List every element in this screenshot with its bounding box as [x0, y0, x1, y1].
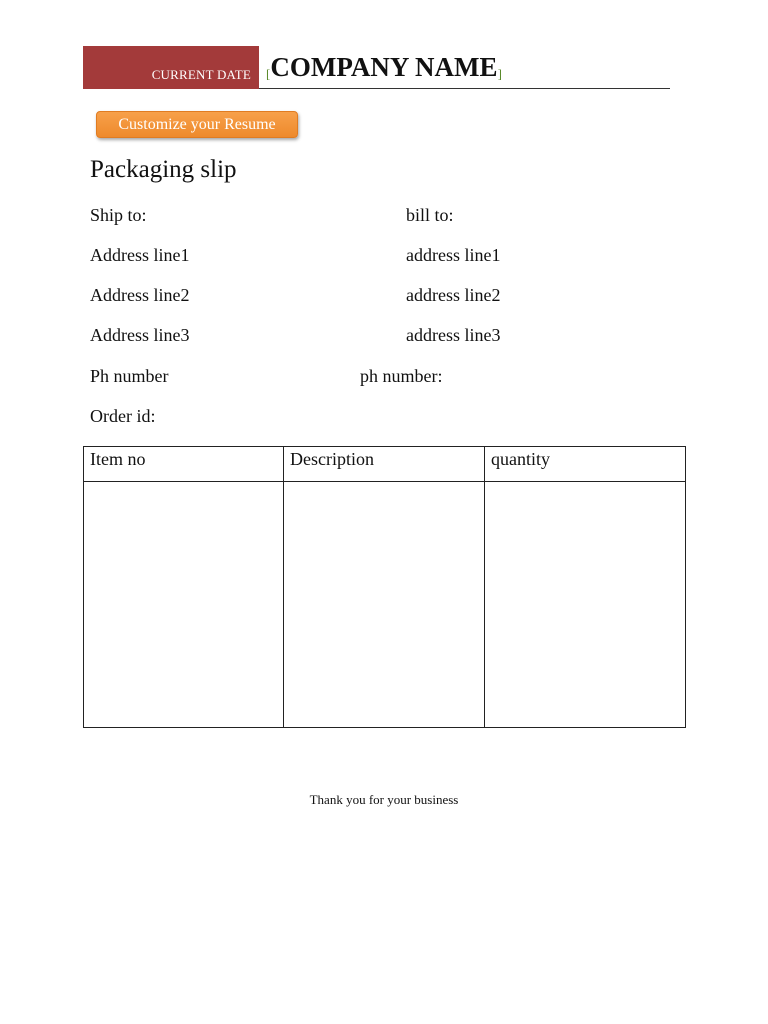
- page-title: Packaging slip: [90, 156, 237, 183]
- ship-phone-number: Ph number: [90, 366, 169, 386]
- column-header-item-no: Item no: [84, 447, 284, 482]
- header-divider: [259, 88, 670, 89]
- ship-to-label: Ship to:: [90, 205, 147, 225]
- table-header-row: [84, 447, 686, 482]
- bill-address-line-1: address line1: [406, 245, 501, 265]
- current-date-banner: [83, 46, 259, 89]
- ship-address-line-2: Address line2: [90, 285, 190, 305]
- table-row: [84, 482, 686, 728]
- table-cell-item-no: [84, 482, 284, 728]
- order-id-label: Order id:: [90, 406, 156, 426]
- bill-to-label: bill to:: [406, 205, 454, 225]
- bracket-close: ]: [497, 66, 502, 81]
- table-cell-quantity: [485, 482, 686, 728]
- column-header-quantity: quantity: [485, 447, 686, 482]
- bracket-open: [: [266, 66, 271, 81]
- ship-address-line-3: Address line3: [90, 325, 190, 345]
- bill-phone-number: ph number:: [360, 366, 443, 386]
- thank-you-message: Thank you for your business: [309, 792, 459, 807]
- ship-address-line-1: Address line1: [90, 245, 190, 265]
- bill-address-line-3: address line3: [406, 325, 501, 345]
- items-table: [83, 446, 686, 728]
- bill-address-line-2: address line2: [406, 285, 501, 305]
- company-name: COMPANY NAME: [270, 52, 498, 82]
- customize-resume-button[interactable]: Customize your Resume: [96, 111, 298, 138]
- current-date: CURRENT DATE: [151, 67, 251, 82]
- table-cell-description: [284, 482, 485, 728]
- column-header-description: Description: [284, 447, 485, 482]
- company-name-header: [266, 52, 502, 83]
